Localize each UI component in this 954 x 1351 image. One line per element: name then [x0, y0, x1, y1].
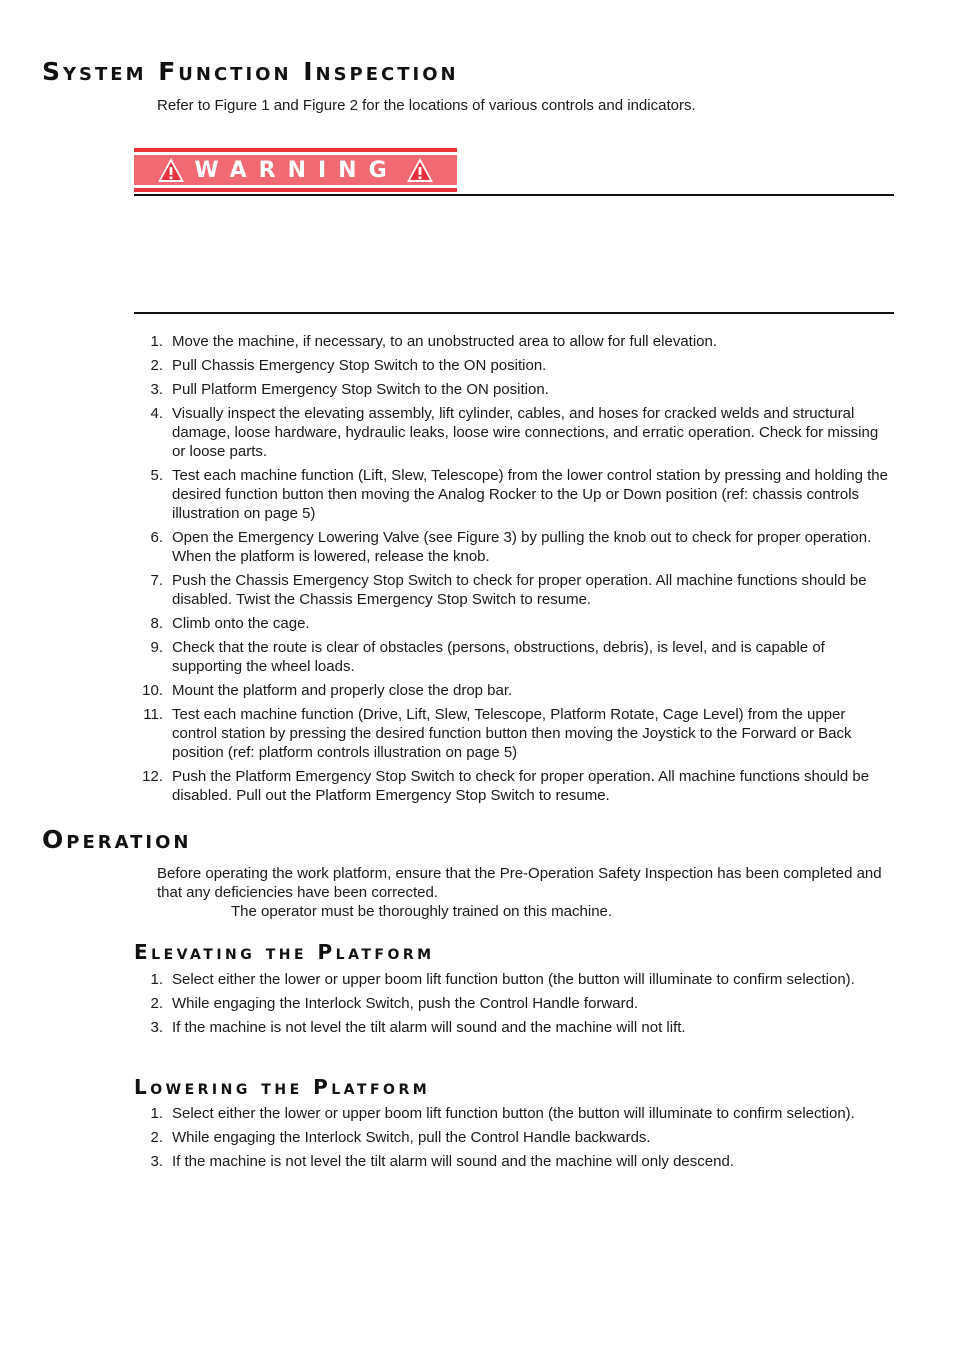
elevating-steps — [134, 970, 894, 1037]
list-item: 1. Select either the lower or upper boom lift function button (the button will illuminate to confirm selection). — [150, 1105, 855, 1122]
list-item: 1. Select either the lower or upper boom lift function button (the button will illuminate to confirm selection). — [150, 971, 855, 988]
list-item: 2. Pull Chassis Emergency Stop Switch to the ON position. — [150, 357, 547, 374]
system-function-steps — [134, 332, 894, 805]
list-item: 11. Test each machine function (Drive, Lift, Slew, Telescope, Platform Rotate, Cage Level) from the upper control station by pressing the desired function button then moving the Joystick to the Forward or Back position (ref: platform controls illustration on page 5) — [143, 706, 852, 761]
section-title-lowering: Lowering the Platform — [134, 1075, 431, 1099]
list-item: 12. Push the Platform Emergency Stop Switch to check for proper operation. All machine functions should be disabled. Pull out the Platform Emergency Stop Switch to resume. — [142, 768, 870, 804]
list-item: 2. While engaging the Interlock Switch, pull the Control Handle backwards. — [150, 1129, 651, 1146]
warning-triangle-icon — [156, 156, 186, 184]
list-item: 6. Open the Emergency Lowering Valve (see Figure 3) by pulling the knob out to check for proper operation. When the platform is lowered, release the knob. — [150, 529, 872, 565]
list-item: 7. Push the Chassis Emergency Stop Switch to check for proper operation. All machine functions should be disabled. Twist the Chassis Emergency Stop Switch to resume. — [150, 572, 867, 608]
list-item: 1. Move the machine, if necessary, to an unobstructed area to allow for full elevation. — [150, 333, 718, 350]
list-item: 3. If the machine is not level the tilt alarm will sound and the machine will only descend. — [150, 1153, 734, 1170]
list-item: 5. Test each machine function (Lift, Slew, Telescope) from the lower control station by pressing and holding the desired function button then moving the Analog Rocker to the Up or Down position (ref: chassis controls illustration on page 5) — [150, 467, 888, 522]
list-item: 3. Pull Platform Emergency Stop Switch to the ON position. — [150, 381, 549, 398]
section-title-elevating: Elevating the Platform — [134, 940, 435, 964]
warning-rule-top — [134, 194, 894, 196]
lowering-steps — [134, 1104, 894, 1171]
list-item: 2. While engaging the Interlock Switch, push the Control Handle forward. — [150, 995, 639, 1012]
warning-triangle-icon — [405, 156, 435, 184]
warning-label: WARNING — [194, 157, 399, 183]
warning-banner — [134, 148, 457, 192]
list-item: 8. Climb onto the cage. — [150, 615, 310, 632]
list-item: 9. Check that the route is clear of obstacles (persons, obstructions, debris), is level, and is capable of supporting the wheel loads. — [150, 639, 825, 675]
warning-rule-bottom — [134, 312, 894, 314]
section-title-operation: Operation — [42, 825, 192, 854]
list-item: 3. If the machine is not level the tilt alarm will sound and the machine will not lift. — [150, 1019, 686, 1036]
section-title-system-function: System Function Inspection — [42, 57, 459, 86]
operation-intro: Before operating the work platform, ensure that the Pre-Operation Safety Inspection has been completed and that any deficiencies have been corrected. — [157, 865, 882, 901]
system-function-intro: Refer to Figure 1 and Figure 2 for the locations of various controls and indicators. — [157, 97, 696, 114]
operation-note: The operator must be thoroughly trained on this machine. — [231, 903, 613, 920]
list-item: 4. Visually inspect the elevating assembly, lift cylinder, cables, and hoses for cracked welds and structural damage, loose hardware, hydraulic leaks, loose wire connections, and erratic operation. Check for missing or loose parts. — [150, 405, 879, 460]
list-item: 10. Mount the platform and properly close the drop bar. — [142, 682, 513, 699]
